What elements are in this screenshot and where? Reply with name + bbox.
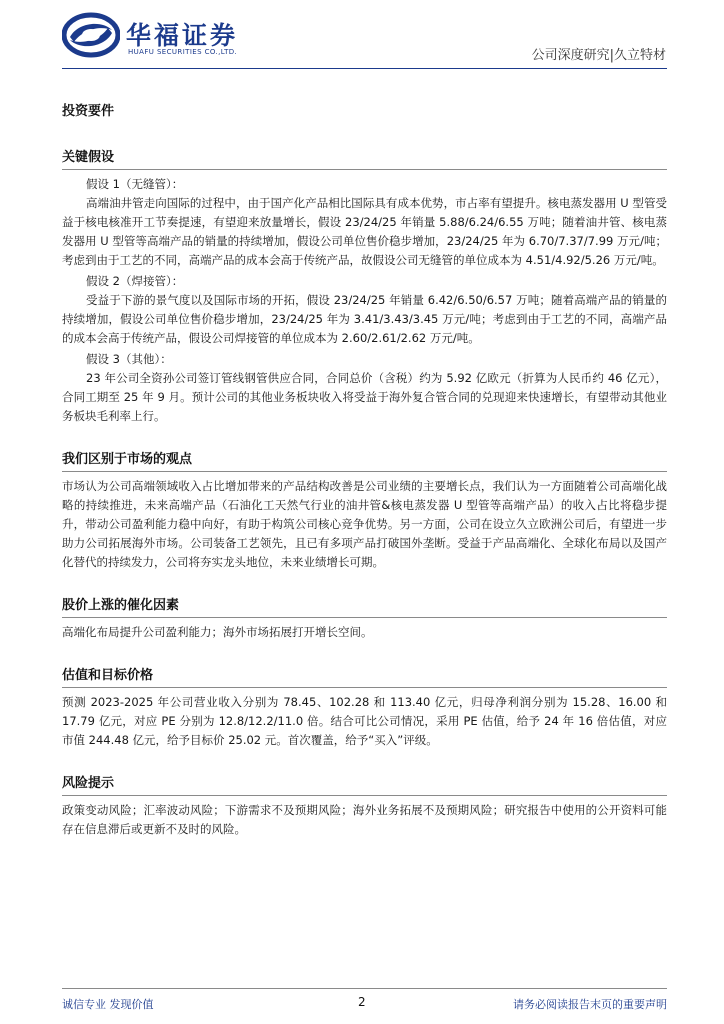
header-divider (62, 68, 667, 69)
section-valuation (62, 666, 667, 750)
report-type-label: 公司深度研究|久立特材 (531, 48, 666, 63)
catalysts-text: 高端化布局提升公司盈利能力；海外市场拓展打开增长空间。 (62, 625, 373, 639)
huafu-logo-icon (62, 12, 120, 58)
assumption-2-text: 受益于下游的景气度以及国际市场的开拓，假设 23/24/25 年销量 6.42/6.50/6.57 万吨；随着高端产品的销量的持续增加，假设公司单位售价稳步增加，23/24/25 年为 3.41/3.43/3.45 万元/吨；考虑到由于工艺的不同，高端产品的成本会高于传统产品，假设公司焊接管的单位成本为 2.60/2.61/2.62 万元/吨。 (62, 293, 667, 345)
page-title: 投资要件 (62, 104, 115, 119)
footer-slogan: 诚信专业 发现价值 (62, 998, 154, 1011)
report-body (62, 102, 667, 839)
section-divider (62, 687, 667, 688)
valuation-text: 预测 2023-2025 年公司营业收入分别为 78.45、102.28 和 113.40 亿元，归母净利润分别为 15.28、16.00 和 17.79 亿元，对应 PE 分别为 12.8/12.2/11.0 倍。结合可比公司情况，采用 PE 估值，给予 24 年 16 倍估值，对应市值 244.48 亿元，给予目标价 25.02 元。首次覆盖，给予“买入”评级。 (62, 695, 667, 747)
assumption-1-text: 高端油井管走向国际的过程中，由于国产化产品相比国际具有成本优势，市占率有望提升。核电蒸发器用 U 型管受益于核电核准开工节奏提速，有望迎来放量增长，假设 23/24/25 年销量 5.88/6.24/6.55 万吨；随着油井管、核电蒸发器用 U 型管等高端产品的销量的持续增加，假设公司单位售价稳步增加，23/24/25 年为 6.70/7.37/7.99 万元/吨；考虑到由于工艺的不同，高端产品的成本会高于传统产品，故假设公司无缝管的单位成本为 4.51/4.92/5.26 万元/吨。 (62, 196, 667, 267)
section-market-view (62, 450, 667, 572)
section-risks (62, 774, 667, 839)
risks-text: 政策变动风险；汇率波动风险；下游需求不及预期风险；海外业务拓展不及预期风险；研究报告中使用的公开资料可能存在信息滞后或更新不及时的风险。 (62, 803, 667, 836)
footer-disclaimer: 请务必阅读报告末页的重要声明 (513, 998, 667, 1011)
assumption-3-text: 23 年公司全资孙公司签订管线钢管供应合同，合同总价（含税）约为 5.92 亿欧元（折算为人民币约 46 亿元），合同工期至 25 年 9 月。预计公司的其他业务板块收入将受益于海外复合管合同的兑现迎来快速增长，有望带动其他业务板块毛利率上行。 (62, 371, 667, 423)
section-divider (62, 617, 667, 618)
section-catalysts (62, 596, 667, 642)
catalysts-heading: 股价上涨的催化因素 (62, 598, 180, 613)
section-key-assumptions (62, 148, 667, 426)
section-divider (62, 471, 667, 472)
footer-divider (62, 988, 667, 989)
valuation-heading: 估值和目标价格 (62, 668, 154, 683)
assumption-1-label: 假设 1（无缝管）： (86, 177, 184, 191)
logo-chinese-name: 华福证券 (126, 21, 239, 50)
section-divider (62, 169, 667, 170)
market-view-heading: 我们区别于市场的观点 (62, 452, 193, 467)
page-header (0, 0, 724, 70)
risks-heading: 风险提示 (62, 776, 115, 791)
logo-english-name: HUAFU SECURITIES CO.,LTD. (128, 48, 238, 56)
market-view-text: 市场认为公司高端领域收入占比增加带来的产品结构改善是公司业绩的主要增长点，我们认为一方面随着公司高端化战略的持续推进，未来高端产品（石油化工天然气行业的油井管&核电蒸发器 U 型管等高端产品）的收入占比将稳步提升，带动公司盈利能力稳中向好，有助于构筑公司核心竞争优势。另一方面，公司在设立久立欧洲公司后，有望进一步助力公司拓展海外市场。公司装备工艺领先，且已有多项产品打破国外垄断。受益于产品高端化、全球化布局以及国产化替代的持续发力，公司将夯实龙头地位，未来业绩增长可期。 (62, 479, 667, 569)
assumption-2-label: 假设 2（焊接管）： (86, 274, 184, 288)
key-assumptions-heading: 关键假设 (62, 150, 115, 165)
page-number: 2 (358, 995, 366, 1009)
section-divider (62, 795, 667, 796)
page-footer (62, 988, 667, 1018)
assumption-3-label: 假设 3（其他）： (86, 352, 172, 366)
